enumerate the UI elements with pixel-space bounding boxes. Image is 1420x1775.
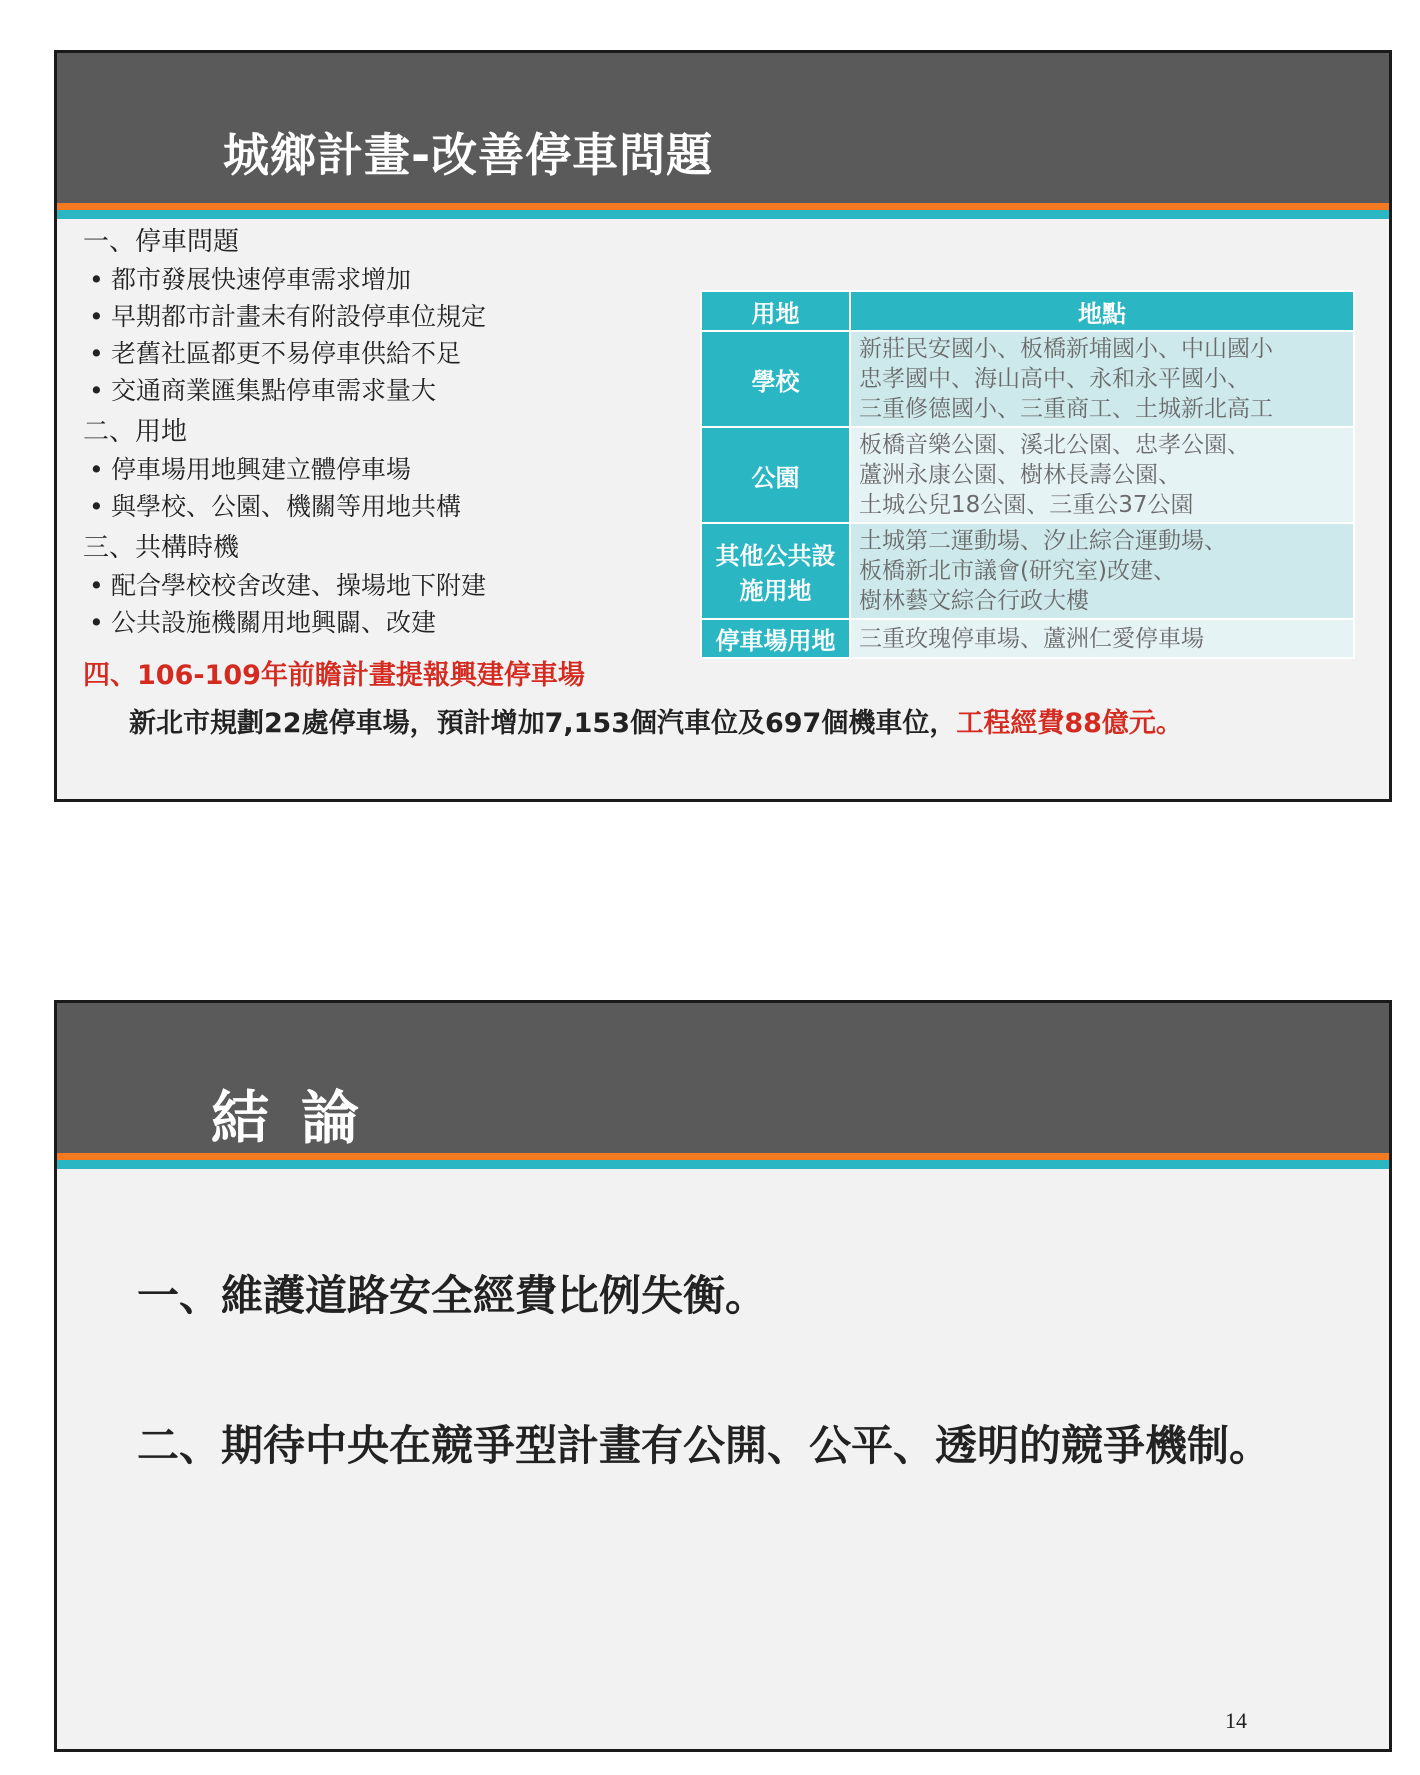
land-use-cell — [701, 427, 850, 523]
table-row — [701, 427, 1354, 523]
orange-stripe — [57, 1153, 1389, 1160]
land-use-label: 公園 — [751, 463, 800, 492]
bullet-item: • 公共設施機關用地興闢、改建 — [83, 604, 673, 641]
orange-stripe — [57, 203, 1389, 210]
slide-conclusion — [54, 1000, 1392, 1752]
slide-title: 城鄉計畫-改善停車問題 — [223, 128, 714, 182]
bullet-item: • 配合學校校舍改建、操場地下附建 — [83, 567, 673, 604]
header-location: 地點 — [850, 291, 1354, 331]
location-line: 樹林藝文綜合行政大樓 — [859, 588, 1089, 614]
title-bar — [57, 53, 1389, 203]
page-number: 14 — [1225, 1708, 1247, 1733]
land-use-label: 學校 — [751, 367, 800, 396]
location-line: 蘆洲永康公園、樹林長壽公園、 — [859, 462, 1181, 488]
summary-text — [129, 701, 1183, 740]
section-heading: 一、停車問題 — [83, 227, 240, 257]
location-line: 板橋音樂公園、溪北公園、忠孝公園、 — [859, 432, 1250, 458]
table-row — [701, 523, 1354, 619]
location-line: 新莊民安國小、板橋新埔國小、中山國小 — [859, 336, 1273, 362]
location-line: 土城第二運動場、汐止綜合運動場、 — [859, 528, 1227, 554]
table-row — [701, 619, 1354, 658]
conclusion-item: 一、維護道路安全經費比例失衡。 — [137, 1271, 768, 1320]
header-land-use: 用地 — [701, 291, 850, 331]
summary-cost: 工程經費88億元。 — [956, 708, 1183, 739]
location-line: 忠孝國中、海山高中、永和永平國小、 — [859, 366, 1250, 392]
land-use-cell — [701, 619, 850, 658]
location-cell — [850, 523, 1354, 619]
bullet-item: • 早期都市計畫未有附設停車位規定 — [83, 298, 673, 335]
location-line: 板橋新北市議會(研究室)改建、 — [859, 558, 1176, 584]
bullet-item: • 交通商業匯集點停車需求量大 — [83, 372, 673, 409]
location-cell — [850, 427, 1354, 523]
slide-title: 結論 — [211, 1084, 392, 1152]
slide-city-parking — [54, 50, 1392, 802]
location-line: 三重修德國小、三重商工、土城新北高工 — [859, 396, 1273, 422]
section-heading: 二、用地 — [83, 417, 188, 447]
teal-stripe — [57, 210, 1389, 219]
land-use-label: 其他公共設 — [715, 542, 836, 570]
highlight-heading: 四、106-109年前瞻計畫提報興建停車場 — [83, 660, 585, 691]
bullet-item: • 老舊社區都更不易停車供給不足 — [83, 335, 673, 372]
bullet-item: • 停車場用地興建立體停車場 — [83, 451, 673, 488]
outline-list — [83, 223, 673, 641]
location-line: 三重玫瑰停車場、蘆洲仁愛停車場 — [859, 625, 1204, 652]
land-use-label: 停車場用地 — [715, 627, 836, 655]
location-table — [700, 290, 1355, 659]
land-use-cell — [701, 331, 850, 427]
title-bar — [57, 1003, 1389, 1153]
teal-stripe — [57, 1160, 1389, 1169]
location-cell — [850, 331, 1354, 427]
table-row — [701, 331, 1354, 427]
location-line: 土城公兒18公園、三重公37公園 — [859, 492, 1194, 518]
land-use-label: 施用地 — [739, 577, 812, 605]
location-cell — [850, 619, 1354, 658]
section-heading: 三、共構時機 — [83, 533, 240, 563]
land-use-cell — [701, 523, 850, 619]
summary-main: 新北市規劃22處停車場，預計增加7,153個汽車位及697個機車位， — [129, 708, 957, 739]
table-header-row — [701, 291, 1354, 331]
conclusion-item: 二、期待中央在競爭型計畫有公開、公平、透明的競爭機制。 — [137, 1421, 1272, 1470]
bullet-item: • 與學校、公園、機關等用地共構 — [83, 488, 673, 525]
bullet-item: • 都市發展快速停車需求增加 — [83, 261, 673, 298]
